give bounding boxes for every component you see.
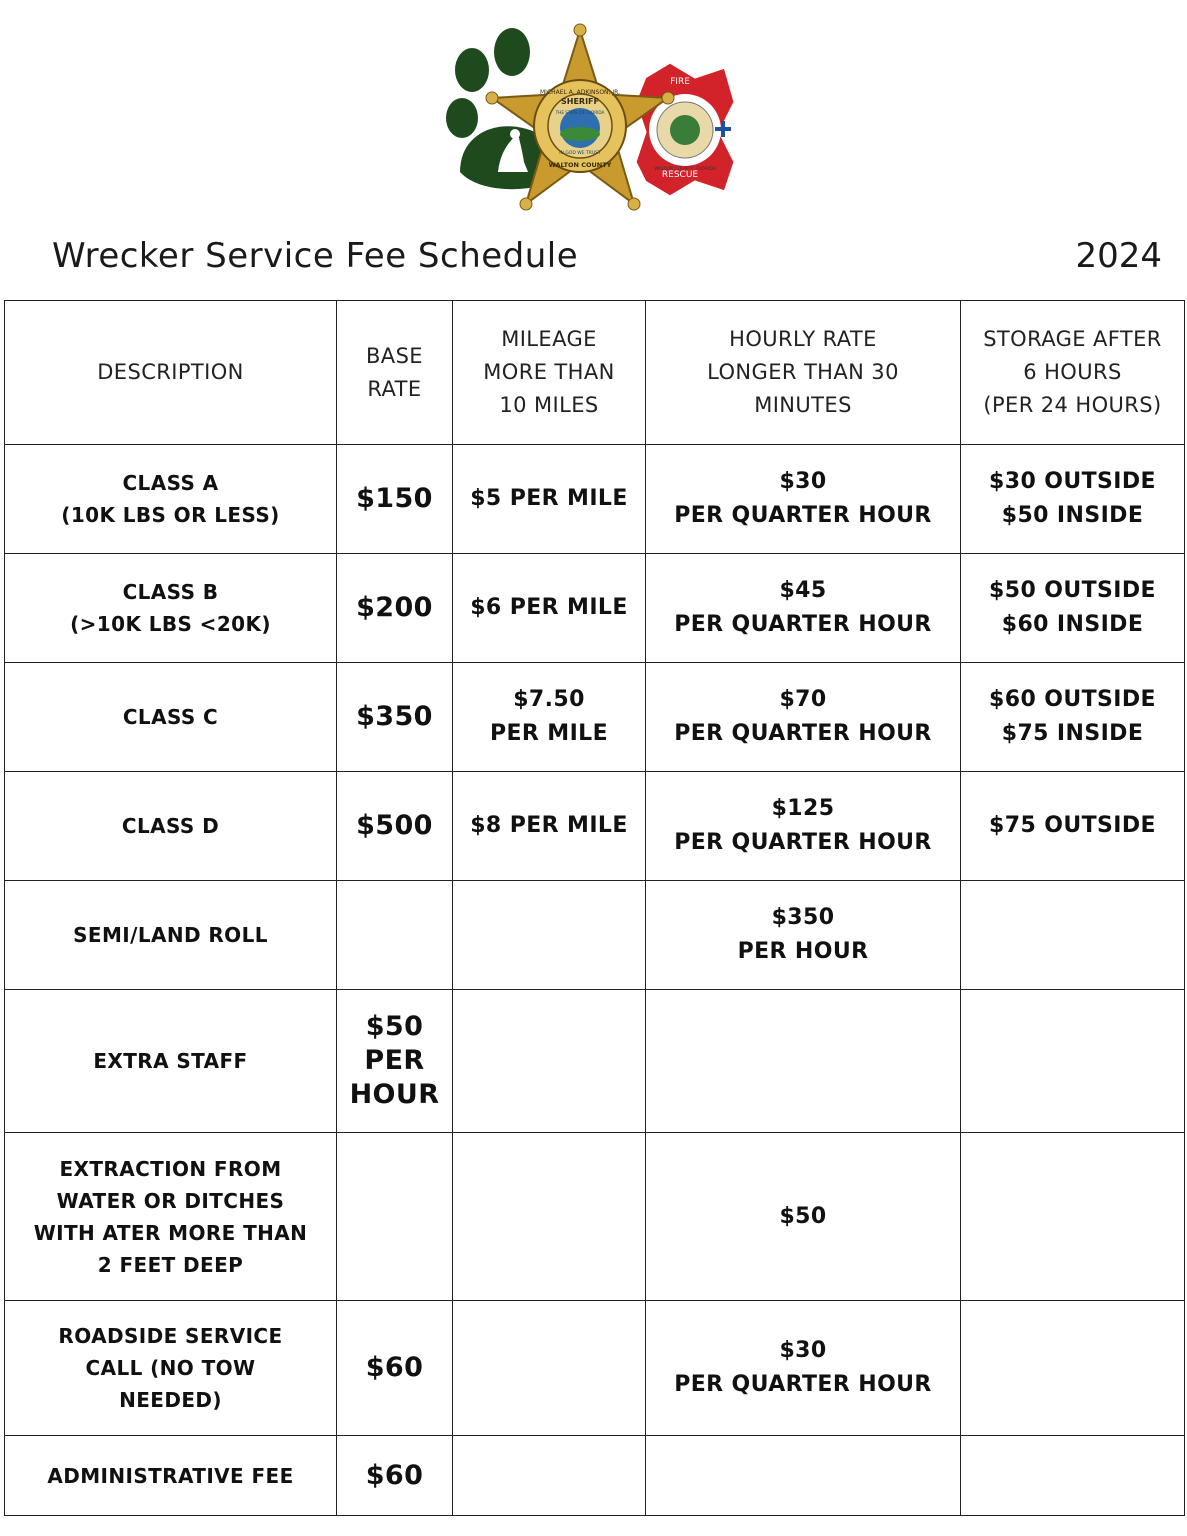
cell-line: NEEDED)	[119, 1388, 222, 1412]
fee-rows	[5, 445, 1185, 1516]
cell-line: $60	[365, 1459, 424, 1491]
header-row	[5, 301, 1185, 445]
fire-bottom-text: RESCUE	[661, 170, 699, 180]
star-center-text: SHERIFF	[561, 97, 599, 106]
schedule-year: 2024	[1075, 236, 1162, 276]
cell-base-rate	[337, 881, 453, 990]
cell-line: WATER OR DITCHES	[56, 1188, 285, 1213]
cell-line: $60	[365, 1352, 424, 1383]
fire-top-text: FIRE	[670, 77, 690, 87]
cell-hourly-rate	[646, 554, 961, 663]
cell-base-rate	[337, 1133, 453, 1301]
cell-hourly-rate	[646, 1301, 961, 1436]
cell-base-rate	[337, 990, 453, 1133]
cell-hourly-rate	[646, 445, 961, 554]
fee-row	[5, 1436, 1185, 1516]
fire-rescue-badge-icon	[635, 62, 735, 197]
column-header-hourly	[646, 301, 961, 445]
cell-mileage	[453, 445, 646, 554]
fee-row	[5, 1133, 1185, 1301]
cell-line: MILEAGE	[501, 327, 597, 351]
cell-line: $500	[356, 810, 433, 841]
cell-line: EXTRACTION FROM	[59, 1156, 282, 1181]
cell-storage	[961, 663, 1185, 772]
cell-mileage	[453, 881, 646, 990]
cell-line: CALL (NO TOW	[85, 1356, 256, 1380]
fee-row	[5, 990, 1185, 1133]
cell-line: $125	[771, 796, 835, 821]
column-header-mileage	[453, 301, 646, 445]
cell-line: MORE THAN	[483, 360, 615, 384]
cell-storage	[961, 990, 1185, 1133]
cell-line: SEMI/LAND ROLL	[73, 923, 268, 947]
cell-line: PER MILE	[489, 721, 609, 746]
cell-line: BASE	[366, 343, 423, 368]
cell-line: ADMINISTRATIVE FEE	[47, 1463, 294, 1488]
cell-line: $350	[771, 905, 835, 930]
cell-line: ROADSIDE SERVICE	[58, 1324, 283, 1348]
fee-schedule-table	[4, 300, 1185, 1516]
cell-line: (PER 24 HOURS)	[983, 393, 1162, 417]
cell-base-rate	[337, 1301, 453, 1436]
cell-line: $50 INSIDE	[1001, 503, 1144, 528]
cell-line: (>10K LBS <20K)	[70, 612, 271, 636]
cell-hourly-rate	[646, 1436, 961, 1516]
cell-line: $5 PER MILE	[470, 486, 628, 511]
cell-line: PER QUARTER HOUR	[674, 1372, 932, 1397]
cell-line: $50 OUTSIDE	[989, 578, 1156, 603]
cell-line: $150	[356, 483, 433, 514]
cell-line: $8 PER MILE	[470, 813, 628, 838]
cell-line: $60 INSIDE	[1001, 612, 1144, 637]
cell-line: $50	[779, 1203, 827, 1229]
cell-storage	[961, 772, 1185, 881]
cell-line: $350	[356, 701, 433, 732]
cell-line: $75 OUTSIDE	[989, 813, 1156, 838]
cell-line: CLASS B	[122, 580, 219, 604]
cell-line: LONGER THAN 30	[707, 360, 899, 384]
cell-line: PER QUARTER HOUR	[674, 612, 932, 637]
fee-row	[5, 881, 1185, 990]
cell-line: CLASS A	[122, 471, 219, 495]
star-county-text: WALTON COUNTY	[548, 161, 612, 169]
cell-line: $200	[356, 592, 433, 623]
cell-description	[5, 772, 337, 881]
cell-line: $7.50	[513, 687, 585, 712]
cell-base-rate	[337, 1436, 453, 1516]
cell-base-rate	[337, 554, 453, 663]
cell-line: 10 MILES	[499, 393, 599, 417]
cell-line: $45	[779, 578, 827, 603]
cell-base-rate	[337, 445, 453, 554]
cell-line: EXTRA STAFF	[93, 1049, 248, 1073]
cell-line: $30 OUTSIDE	[989, 469, 1156, 494]
fee-row	[5, 445, 1185, 554]
column-header-description: DESCRIPTION	[5, 301, 337, 445]
cell-line: PER QUARTER HOUR	[674, 830, 932, 855]
cell-storage	[961, 554, 1185, 663]
cell-mileage	[453, 1301, 646, 1436]
agency-logos	[440, 22, 750, 218]
cell-line: HOURLY RATE	[729, 327, 877, 351]
cell-storage	[961, 1436, 1185, 1516]
cell-description	[5, 445, 337, 554]
cell-hourly-rate	[646, 663, 961, 772]
star-motto-text: IN GOD WE TRUST	[559, 151, 601, 156]
cell-mileage	[453, 663, 646, 772]
cell-line: $30	[779, 1338, 827, 1363]
cell-description	[5, 1301, 337, 1436]
cell-base-rate	[337, 772, 453, 881]
cell-description	[5, 1133, 337, 1301]
fee-row	[5, 772, 1185, 881]
cell-line: 2 FEET DEEP	[97, 1252, 244, 1277]
cell-line: CLASS C	[122, 705, 219, 729]
cell-mileage	[453, 990, 646, 1133]
page-title: Wrecker Service Fee Schedule	[52, 236, 579, 276]
cell-line: WITH ATER MORE THAN	[33, 1220, 308, 1245]
cell-line: (10K LBS OR LESS)	[61, 503, 280, 527]
cell-line: STORAGE AFTER	[983, 327, 1162, 351]
cell-storage	[961, 881, 1185, 990]
cell-mileage	[453, 772, 646, 881]
fee-row	[5, 1301, 1185, 1436]
cell-line: $30	[779, 469, 827, 494]
cell-mileage	[453, 1133, 646, 1301]
cell-line: PER HOUR	[737, 939, 869, 964]
cell-hourly-rate	[646, 990, 961, 1133]
cell-mileage	[453, 1436, 646, 1516]
cell-storage	[961, 1301, 1185, 1436]
fire-seal-text: WALTON COUNTY, FLORIDA	[654, 167, 716, 172]
cell-base-rate	[337, 663, 453, 772]
cell-line: $70	[779, 687, 827, 712]
cell-hourly-rate	[646, 772, 961, 881]
cell-description	[5, 663, 337, 772]
cell-line: RATE	[367, 376, 422, 401]
cell-line: $6 PER MILE	[470, 595, 628, 620]
cell-line: HOUR	[349, 1079, 440, 1110]
cell-line: PER QUARTER HOUR	[674, 721, 932, 746]
column-header-base-rate	[337, 301, 453, 445]
cell-storage	[961, 1133, 1185, 1301]
cell-description	[5, 1436, 337, 1516]
star-ring-inner-text: THE STATE OF FLORIDA	[555, 110, 605, 115]
column-header-storage	[961, 301, 1185, 445]
fee-row	[5, 663, 1185, 772]
cell-description	[5, 554, 337, 663]
fee-row	[5, 554, 1185, 663]
cell-line: MINUTES	[754, 393, 852, 417]
star-ring-top-text: MICHAEL A. ADKINSON, JR.	[540, 89, 620, 96]
cell-mileage	[453, 554, 646, 663]
cell-description	[5, 881, 337, 990]
cell-storage	[961, 445, 1185, 554]
cell-description	[5, 990, 337, 1133]
cell-line: PER QUARTER HOUR	[674, 503, 932, 528]
cell-hourly-rate	[646, 1133, 961, 1301]
cell-line: $60 OUTSIDE	[989, 687, 1156, 712]
cell-line: PER	[364, 1045, 425, 1076]
cell-line: 6 HOURS	[1023, 360, 1122, 384]
cell-line: CLASS D	[121, 814, 220, 838]
cell-hourly-rate	[646, 881, 961, 990]
cell-line: $50	[365, 1011, 424, 1042]
cell-line: $75 INSIDE	[1001, 721, 1144, 746]
